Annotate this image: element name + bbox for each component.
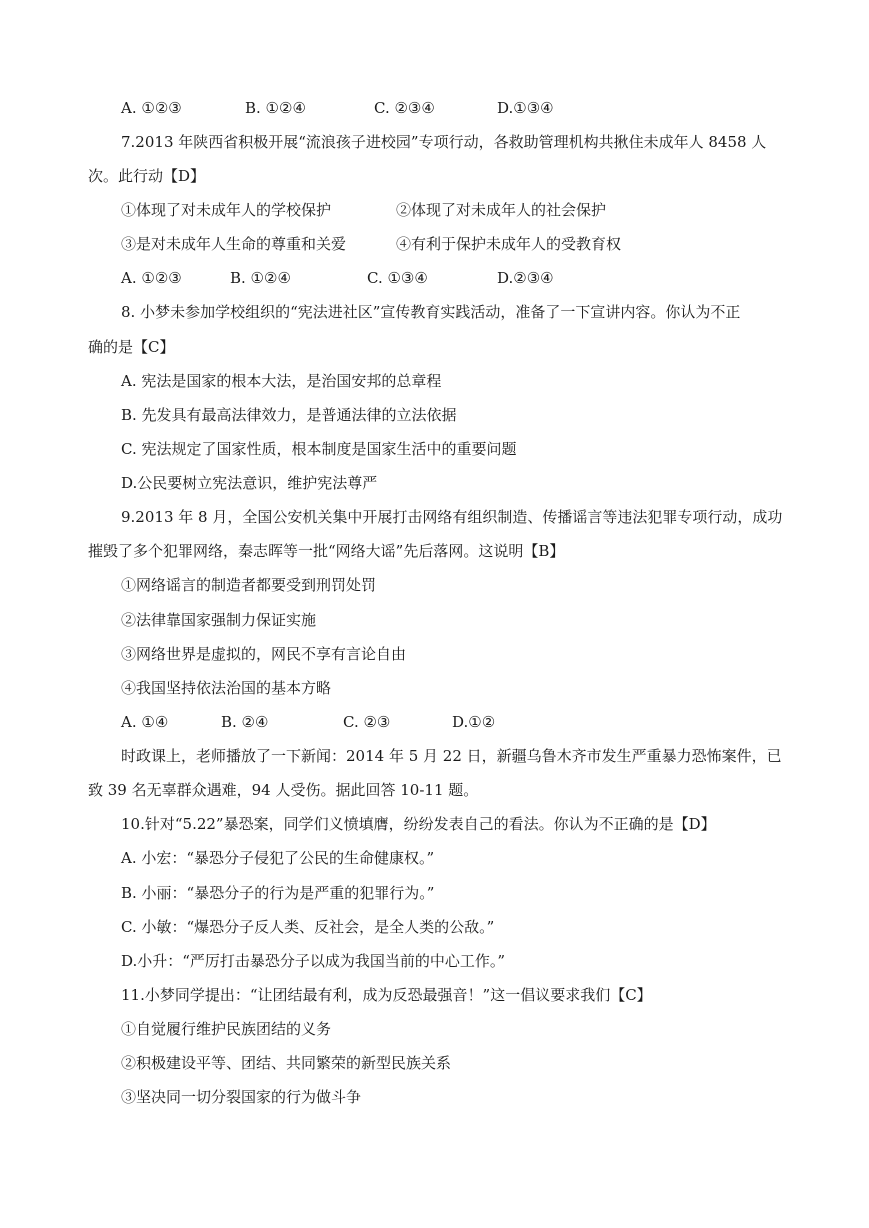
q7-option-a: A. ①②③ — [121, 269, 182, 287]
q10-stem: 10.针对“5.22”暴恐案，同学们义愤填膺，纷纷发表自己的看法。你认为不正确的是【D】 — [121, 815, 716, 833]
q8-stem-line1: 8. 小梦未参加学校组织的“宪法进社区”宣传教育实践活动，准备了一下宣讲内容。你认为不正 — [121, 303, 741, 321]
q9-stem-line2: 摧毁了多个犯罪网络，秦志晖等一批“网络大谣”先后落网。这说明【B】 — [88, 542, 565, 560]
q8-option-c: C. 宪法规定了国家性质，根本制度是国家生活中的重要问题 — [121, 440, 517, 458]
q11-statement-1: ①自觉履行维护民族团结的义务 — [121, 1020, 332, 1038]
q10-option-d: D.小升：“严厉打击暴恐分子以成为我国当前的中心工作。” — [121, 952, 506, 970]
q9-option-d: D.①② — [452, 713, 496, 731]
q9-option-c: C. ②③ — [343, 713, 391, 731]
q8-option-b: B. 先发具有最高法律效力，是普通法律的立法依据 — [121, 406, 457, 424]
q6-option-c: C. ②③④ — [374, 99, 435, 117]
q9-statement-2: ②法律靠国家强制力保证实施 — [121, 611, 317, 629]
q8-option-a: A. 宪法是国家的根本大法，是治国安邦的总章程 — [121, 372, 442, 390]
q9-statement-4: ④我国坚持依法治国的基本方略 — [121, 679, 332, 697]
q10-option-a: A. 小宏：“暴恐分子侵犯了公民的生命健康权。” — [121, 849, 435, 867]
q6-option-d: D.①③④ — [497, 99, 554, 117]
q7-option-c: C. ①③④ — [367, 269, 428, 287]
q7-stem-line2: 次。此行动【D】 — [88, 167, 206, 185]
q8-option-d: D.公民要树立宪法意识，维护宪法尊严 — [121, 474, 378, 492]
q8-stem-line2: 确的是【C】 — [88, 338, 175, 356]
q11-stem: 11.小梦同学提出：“让团结最有利，成为反恐最强音！”这一倡议要求我们【C】 — [121, 986, 652, 1004]
q7-stem-line1: 7.2013 年陕西省积极开展“流浪孩子进校园”专项行动，各救助管理机构共揪住未成年人 8458 人 — [121, 133, 767, 151]
news-line2: 致 39 名无辜群众遇难，94 人受伤。据此回答 10-11 题。 — [88, 781, 479, 799]
q10-option-c: C. 小敏：“爆恐分子反人类、反社会，是全人类的公敌。” — [121, 918, 495, 936]
q11-statement-3: ③坚决同一切分裂国家的行为做斗争 — [121, 1088, 362, 1106]
q7-option-b: B. ①②④ — [230, 269, 291, 287]
q11-statement-2: ②积极建设平等、团结、共同繁荣的新型民族关系 — [121, 1054, 452, 1072]
q9-statement-1: ①网络谣言的制造者都要受到刑罚处罚 — [121, 576, 377, 594]
news-line1: 时政课上，老师播放了一下新闻：2014 年 5 月 22 日，新疆乌鲁木齐市发生严重暴力恐怖案件，已 — [121, 747, 782, 765]
q9-stem-line1: 9.2013 年 8 月，全国公安机关集中开展打击网络有组织制造、传播谣言等违法犯罪专项行动，成功 — [121, 508, 783, 526]
q7-statement-4: ④有利于保护未成年人的受教育权 — [396, 235, 622, 253]
q9-option-a: A. ①④ — [121, 713, 169, 731]
q7-statement-3: ③是对未成年人生命的尊重和关爱 — [121, 235, 347, 253]
q10-option-b: B. 小丽：“暴恐分子的行为是严重的犯罪行为。” — [121, 884, 435, 902]
q9-option-b: B. ②④ — [221, 713, 269, 731]
q6-option-b: B. ①②④ — [245, 99, 306, 117]
q6-option-a: A. ①②③ — [121, 99, 182, 117]
q7-option-d: D.②③④ — [497, 269, 554, 287]
q9-statement-3: ③网络世界是虚拟的，网民不享有言论自由 — [121, 645, 407, 663]
q7-statement-1: ①体现了对未成年人的学校保护 — [121, 201, 332, 219]
q7-statement-2: ②体现了对未成年人的社会保护 — [396, 201, 607, 219]
